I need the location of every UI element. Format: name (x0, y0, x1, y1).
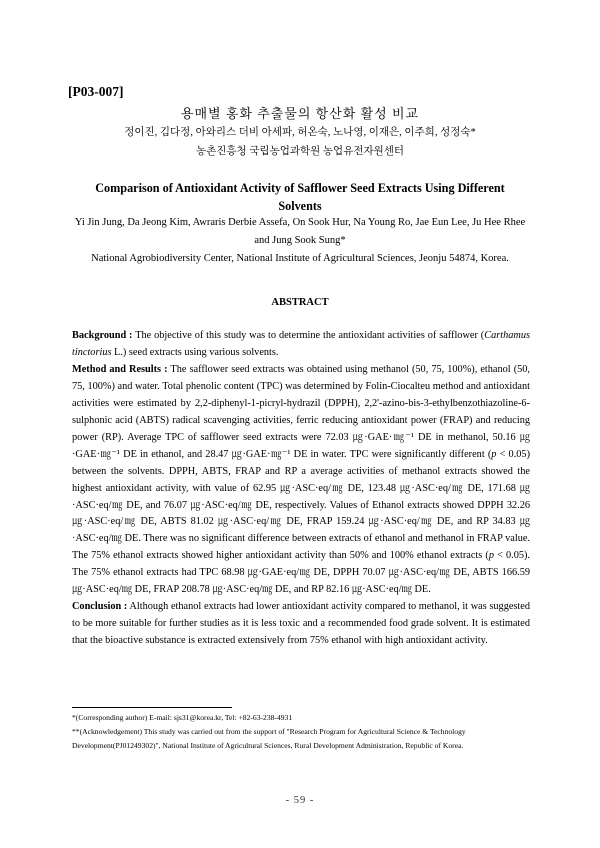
background-label: Background : (72, 330, 133, 341)
background-text-a: The objective of this study was to determine the antioxidant activities of safflower ( (132, 330, 485, 341)
footnote-acknowledgement-text: (Acknowledgement) This study was carried out from the support of "Research Program for Agricultural Science & Technology Development(PJ01249302)", National Institute of Agricultural Sciences, Rural Development Administration, Republic of Korea. (72, 727, 466, 750)
abstract-body (72, 328, 530, 650)
footnote-rule (72, 707, 232, 708)
methods-label: Method and Results : (72, 363, 168, 375)
conclusion-paragraph (72, 599, 530, 650)
background-text-b: L.) seed extracts using various solvents. (111, 346, 279, 358)
conclusion-text: Although ethanol extracts had lower antioxidant activity compared to methanol, it was suggested to be more suitable for further studies as it is less toxic and a recommended food grade solvent. It is estimated that the bioactive substance is extracted extensively from 75% ethanol with high antioxidant activity. (72, 601, 530, 647)
korean-title: 용매별 홍화 추출물의 항산화 활성 비교 (180, 106, 420, 121)
footnote-acknowledgement (72, 725, 530, 752)
methods-text-b: < 0.05) between the solvents. DPPH, ABTS, FRAP and RP a average activities of methanol extracts showed the highest antioxidant activity, with value of 62.95 ㎍·ASC·eq/㎎ DE, 123.48 ㎍·ASC·eq/㎎ DE, 171.68 ㎍·ASC·eq/㎎ DE, and 76.07 ㎍·ASC·eq/㎎ DE, respectively. Values of Ethanol extracts showed DPPH 32.26 ㎍·ASC·eq/㎎ DE, ABTS 81.02 ㎍·ASC·eq/㎎ DE, FRAP 159.24 ㎍·ASC·eq/㎎ DE, and RP 34.83 ㎍·ASC·eq/㎎ DE. There was no significant difference between extracts of ethanol and methanol in FRAP value. The 75% ethanol extracts showed higher antioxidant activity than 50% and 100% ethanol extracts ( (72, 448, 530, 562)
korean-authors: 정이진, 김다정, 아와리스 더비 아세파, 허온숙, 노나영, 이재은, 이주희, 성정숙* (124, 127, 476, 138)
english-title: Comparison of Antioxidant Activity of Safflower Seed Extracts Using Different Solvents (95, 181, 505, 213)
methods-paragraph (72, 362, 530, 599)
english-authors: Yi Jin Jung, Da Jeong Kim, Awraris Derbie Assefa, On Sook Hur, Na Young Ro, Jae Eun Lee, Ju Hee Rhee and Jung Sook Sung* (74, 217, 526, 246)
abstract-code: [P03-007] (68, 84, 124, 99)
page-number: - 59 - (285, 795, 315, 806)
background-paragraph (72, 328, 530, 362)
abstract-heading: ABSTRACT (271, 297, 329, 308)
conclusion-label: Conclusion : (72, 601, 128, 613)
species-name: Carthamus tinctorius (72, 330, 530, 358)
footnote-mark: ** (72, 727, 80, 736)
p-value-symbol-2: p (488, 550, 494, 562)
p-value-symbol: p (491, 448, 497, 460)
methods-text-a: The safflower seed extracts was obtained using methanol (50, 75, 100%), ethanol (50, 75, 100%) and water. Total phenolic content (TPC) was determined by Folin-Ciocalteu method and antioxidant activities were estimated by 2,2-diphenyl-1-picryl-hydrazil (DPPH), 2,2'-azino-bis-3-ethylbenzothiazoline-6-sulphonic acid (ABTS) radical scavenging activities, ferric reducing antioxidant power (FRAP) and reducing power (RP). Average TPC of safflower seed extracts were 72.03 ㎍·GAE·㎎⁻¹ DE in methanol, 50.16 ㎍·GAE·㎎⁻¹ DE in ethanol, and 28.47 ㎍·GAE·㎎⁻¹ DE in water. TPC were significantly different ( (72, 363, 530, 460)
english-affiliation: National Agrobiodiversity Center, National Institute of Agricultural Sciences, Jeonju 54874, Korea. (91, 253, 509, 264)
korean-affiliation: 농촌진흥청 국립농업과학원 농업유전자원센터 (195, 146, 405, 157)
footnote-corresponding: *(Corresponding author) E-mail: sjs31@korea.kr, Tel: +82-63-238-4931 (72, 713, 293, 722)
methods-text-c: < 0.05). The 75% ethanol extracts had TPC 68.98 ㎍·GAE·eq/㎎ DE, DPPH 70.07 ㎍·ASC·eq/㎎ DE, ABTS 166.59 ㎍·ASC·eq/㎎ DE, FRAP 208.78 ㎍·ASC·eq/㎎ DE, and RP 82.16 ㎍·ASC·eq/㎎ DE. (72, 550, 530, 596)
